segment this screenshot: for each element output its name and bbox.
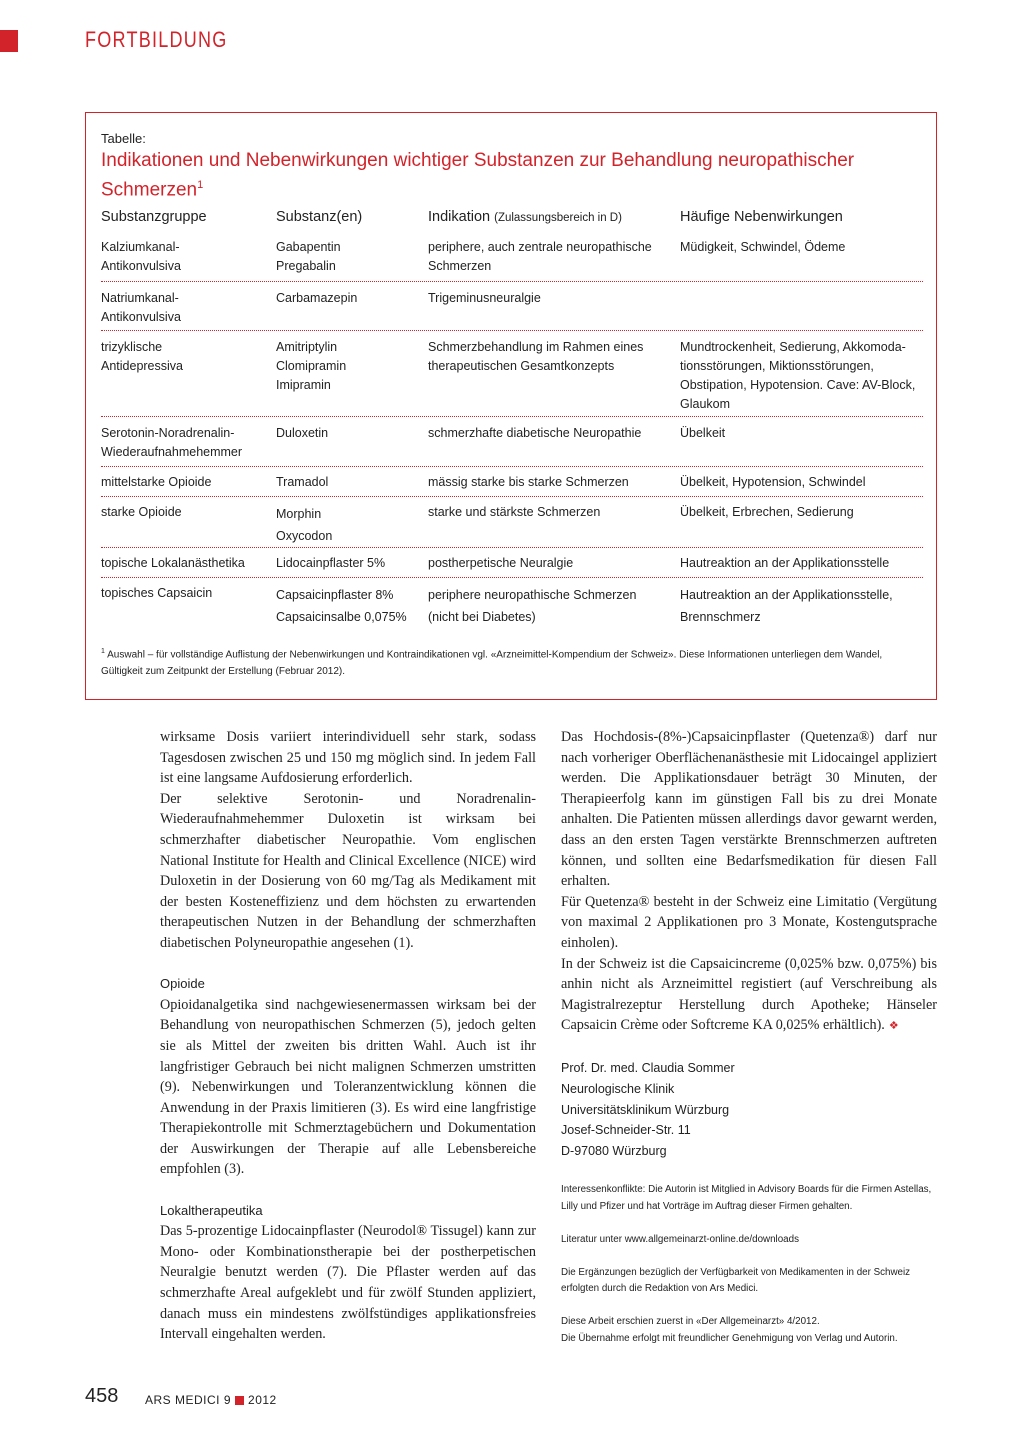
- paragraph: [561, 954, 937, 1037]
- cell-indication: Schmerzbehandlung im Rahmen eines therapeutischen Gesamtkonzepts: [428, 340, 644, 373]
- cell-side-effects: Müdigkeit, Schwindel, Ödeme: [680, 240, 846, 254]
- header-substance-group: Substanzgruppe: [101, 209, 207, 225]
- author-affiliation: Neurologische Klinik: [561, 1081, 675, 1096]
- cell-group: trizyklische Antidepressiva: [101, 340, 183, 373]
- cell-side-effects: Hautreaktion an der Applikationsstelle, Brennschmerz: [680, 588, 893, 624]
- cell-indication: Trigeminusneuralgie: [428, 291, 541, 305]
- author-city: D-97080 Würzburg: [561, 1144, 667, 1159]
- cell-indication: periphere, auch zentrale neuropathische Schmerzen: [428, 240, 652, 273]
- section-marker: [0, 30, 18, 52]
- section-heading-lokaltherapeutika: Lokaltherapeutika: [160, 1202, 263, 1218]
- cell-substances: Amitriptylin Clomipramin Imipramin: [276, 340, 347, 392]
- cell-substances: Gabapentin Pregabalin: [276, 240, 341, 273]
- cell-indication: periphere neuropathische Schmerzen (nicht bei Diabetes): [428, 588, 637, 624]
- journal-info: [145, 1393, 277, 1407]
- row-separator: [101, 416, 923, 417]
- cell-substances: Morphin Oxycodon: [276, 507, 333, 543]
- paragraph: wirksame Dosis variiert interindividuell sehr stark, sodass Tagesdosen zwischen 25 und 150 mg möglich sind. In jedem Fall ist eine langsame Aufdosierung erforderlich.: [160, 729, 536, 787]
- footnote-marker: 1: [101, 648, 105, 655]
- cell-side-effects: Übelkeit, Hypotension, Schwindel: [680, 475, 866, 489]
- row-separator: [101, 547, 923, 548]
- table-label: Tabelle:: [101, 131, 146, 146]
- article-column-left: [160, 727, 536, 1345]
- source-line-1: Diese Arbeit erschien zuerst in «Der Allgemeinarzt» 4/2012.: [561, 1316, 820, 1327]
- table-box: [85, 112, 937, 700]
- section-heading-opioide: Opioide: [160, 976, 205, 992]
- row-separator: [101, 577, 923, 578]
- cell-indication: postherpetische Neuralgie: [428, 556, 574, 570]
- row-separator: [101, 496, 923, 497]
- table-title-text: Indikationen und Nebenwirkungen wichtiger Substanzen zur Behandlung neuropathischer Schmerzen: [101, 150, 855, 201]
- cell-substances: Lidocainpflaster 5%: [276, 556, 386, 570]
- literature-note: Literatur unter www.allgemeinarzt-online.de/downloads: [561, 1233, 799, 1245]
- paragraph: Das 5-prozentige Lidocainpflaster (Neurodol® Tissugel) kann zur Mono- oder Kombinationstherapie bei der postherpetischen Neuralgie benutzt werden (7). Die Pflaster werden auf das schmerzhafte Areal aufgeklebt und für zwölf Stunden appliziert, danach muss ein mindestens zwölfstündiges applikationsfreies Intervall eingehalten werden.: [160, 1223, 536, 1343]
- header-indication: [428, 209, 622, 225]
- source-note: [561, 1314, 941, 1347]
- cell-group: topisches Capsaicin: [101, 586, 213, 600]
- cell-group: topische Lokalanästhetika: [101, 556, 245, 570]
- author-institution: Universitätsklinikum Würzburg: [561, 1102, 730, 1117]
- article-column-right: [561, 727, 937, 1037]
- paragraph: Für Quetenza® besteht in der Schweiz eine Limitatio (Vergütung von maximal 2 Applikationen pro 3 Monate, Kostengutsprache einholen).: [561, 893, 937, 951]
- row-separator: [101, 330, 923, 331]
- cell-group: Natriumkanal- Antikonvulsiva: [101, 291, 181, 324]
- cell-group: starke Opioide: [101, 505, 182, 519]
- journal-year: 2012: [248, 1393, 277, 1407]
- header-indication-label: Indikation: [428, 209, 491, 225]
- paragraph-text: In der Schweiz ist die Capsaicincreme (0,025% bzw. 0,075%) bis anhin nicht als Arzneimittel registiert (auf Verschreibung als Magistralrezeptur Herstellung durch Apotheke; Hänseler Capsaicin Crème oder Softcreme KA 0,025% erhältlich).: [561, 955, 937, 1034]
- cell-group: mittelstarke Opioide: [101, 475, 212, 489]
- page-number: 458: [85, 1385, 119, 1407]
- cell-side-effects: Hautreaktion an der Applikationsstelle: [680, 556, 890, 570]
- journal-separator-square: [235, 1396, 244, 1405]
- cell-substances: Tramadol: [276, 475, 329, 489]
- journal-name: ARS MEDICI 9: [145, 1393, 232, 1407]
- cell-substances: Duloxetin: [276, 426, 329, 440]
- footnote-text: Auswahl – für vollständige Auflistung der Nebenwirkungen und Kontraindikationen vgl. «Arzneimittel-Kompendium der Schweiz». Diese Informationen unterliegen dem Wandel, Gültigkeit zum Zeitpunkt der Erstellung (Februar 2012).: [101, 649, 883, 678]
- author-block: [561, 1058, 941, 1162]
- source-line-2: Die Übernahme erfolgt mit freundlicher Genehmigung von Verlag und Autorin.: [561, 1332, 898, 1344]
- header-substances: Substanz(en): [276, 209, 363, 225]
- cell-indication: schmerzhafte diabetische Neuropathie: [428, 426, 642, 440]
- supplements-note: Die Ergänzungen bezüglich der Verfügbarkeit von Medikamenten in der Schweiz erfolgten durch die Redaktion von Ars Medici.: [561, 1266, 911, 1294]
- table-title-footnote-ref: 1: [197, 179, 204, 191]
- table-title: [101, 149, 861, 202]
- paragraph: Opioidanalgetika sind nachgewiesenermassen wirksam bei der Behandlung von neuropathischen Schmerzen (5), jedoch gelten sie als Mittel der zweiten bis dritten Wahl. Auch ist ihr langfristiger Gebrauch bei nicht malignen Schmerzen umstritten (9). Nebenwirkungen und Toleranzentwicklung können die Anwendung in der Praxis limitieren (3). Es wird eine langfristige Therapiekontrolle mit Schmerztagebüchern und Dokumentation der Auswirkungen der Therapie auf alle Lebensbereiche empfohlen (3).: [160, 996, 536, 1178]
- row-separator: [101, 466, 923, 467]
- paragraph: Der selektive Serotonin- und Noradrenalin-Wiederaufnahmehemmer Duloxetin ist wirksam bei schmerzhafter diabetischer Neuropathie. Vom englischen National Institute for Health and Clinical Excellence (NICE) wird Duloxetin in der Dosierung von 60 mg/Tag als Medikament mit der besten Kosteneffizienz und dem höchsten zu erwartenden therapeutischen Nutzen in der Behandlung der schmerzhaften diabetischen Polyneuropathie angesehen (1).: [160, 790, 536, 951]
- table-footnote: [101, 643, 923, 680]
- cell-group: Kalziumkanal- Antikonvulsiva: [101, 240, 181, 273]
- cell-substances: Capsaicinpflaster 8% Capsaicinsalbe 0,075%: [276, 588, 407, 624]
- paragraph: Das Hochdosis-(8%-)Capsaicinpflaster (Quetenza®) darf nur nach vorheriger Oberflächenanästhesie mit Lidocaingel appliziert werden. Die Applikationsdauer beträgt 30 Minuten, der Therapieerfolg kann im günstigen Fall bis zu drei Monate anhalten. Die Patienten müssen allerdings davor gewarnt werden, dass an den ersten Tagen verstärkte Brennschmerzen auftreten können, und sollten eine Bedarfsmedikation für diesen Fall erhalten.: [561, 729, 937, 890]
- article-end-icon: ❖: [888, 1020, 899, 1033]
- cell-group: Serotonin-Noradrenalin- Wiederaufnahmehemmer: [101, 426, 243, 459]
- conflicts-note: Interessenkonflikte: Die Autorin ist Mitglied in Advisory Boards für die Firmen Astellas, Lilly und Pfizer und hat Vorträge im Auftrag dieser Firmen gehalten.: [561, 1184, 932, 1212]
- header-indication-note: (Zulassungsbereich in D): [494, 212, 622, 224]
- cell-indication: mässig starke bis starke Schmerzen: [428, 475, 629, 489]
- article-notes: [561, 1182, 941, 1364]
- cell-side-effects: Mundtrockenheit, Sedierung, Akkomoda- tionsstörungen, Miktionsstörungen, Obstipation, Hypotension. Cave: AV-Block, Glaukom: [680, 340, 916, 411]
- cell-side-effects: Übelkeit, Erbrechen, Sedierung: [680, 505, 854, 519]
- header-side-effects: Häufige Nebenwirkungen: [680, 209, 843, 225]
- section-title: FORTBILDUNG: [85, 27, 228, 52]
- cell-indication: starke und stärkste Schmerzen: [428, 505, 601, 519]
- author-name: Prof. Dr. med. Claudia Sommer: [561, 1061, 735, 1075]
- cell-substances: Carbamazepin: [276, 291, 358, 305]
- row-separator: [101, 281, 923, 282]
- author-street: Josef-Schneider-Str. 11: [561, 1123, 691, 1138]
- cell-side-effects: Übelkeit: [680, 426, 726, 440]
